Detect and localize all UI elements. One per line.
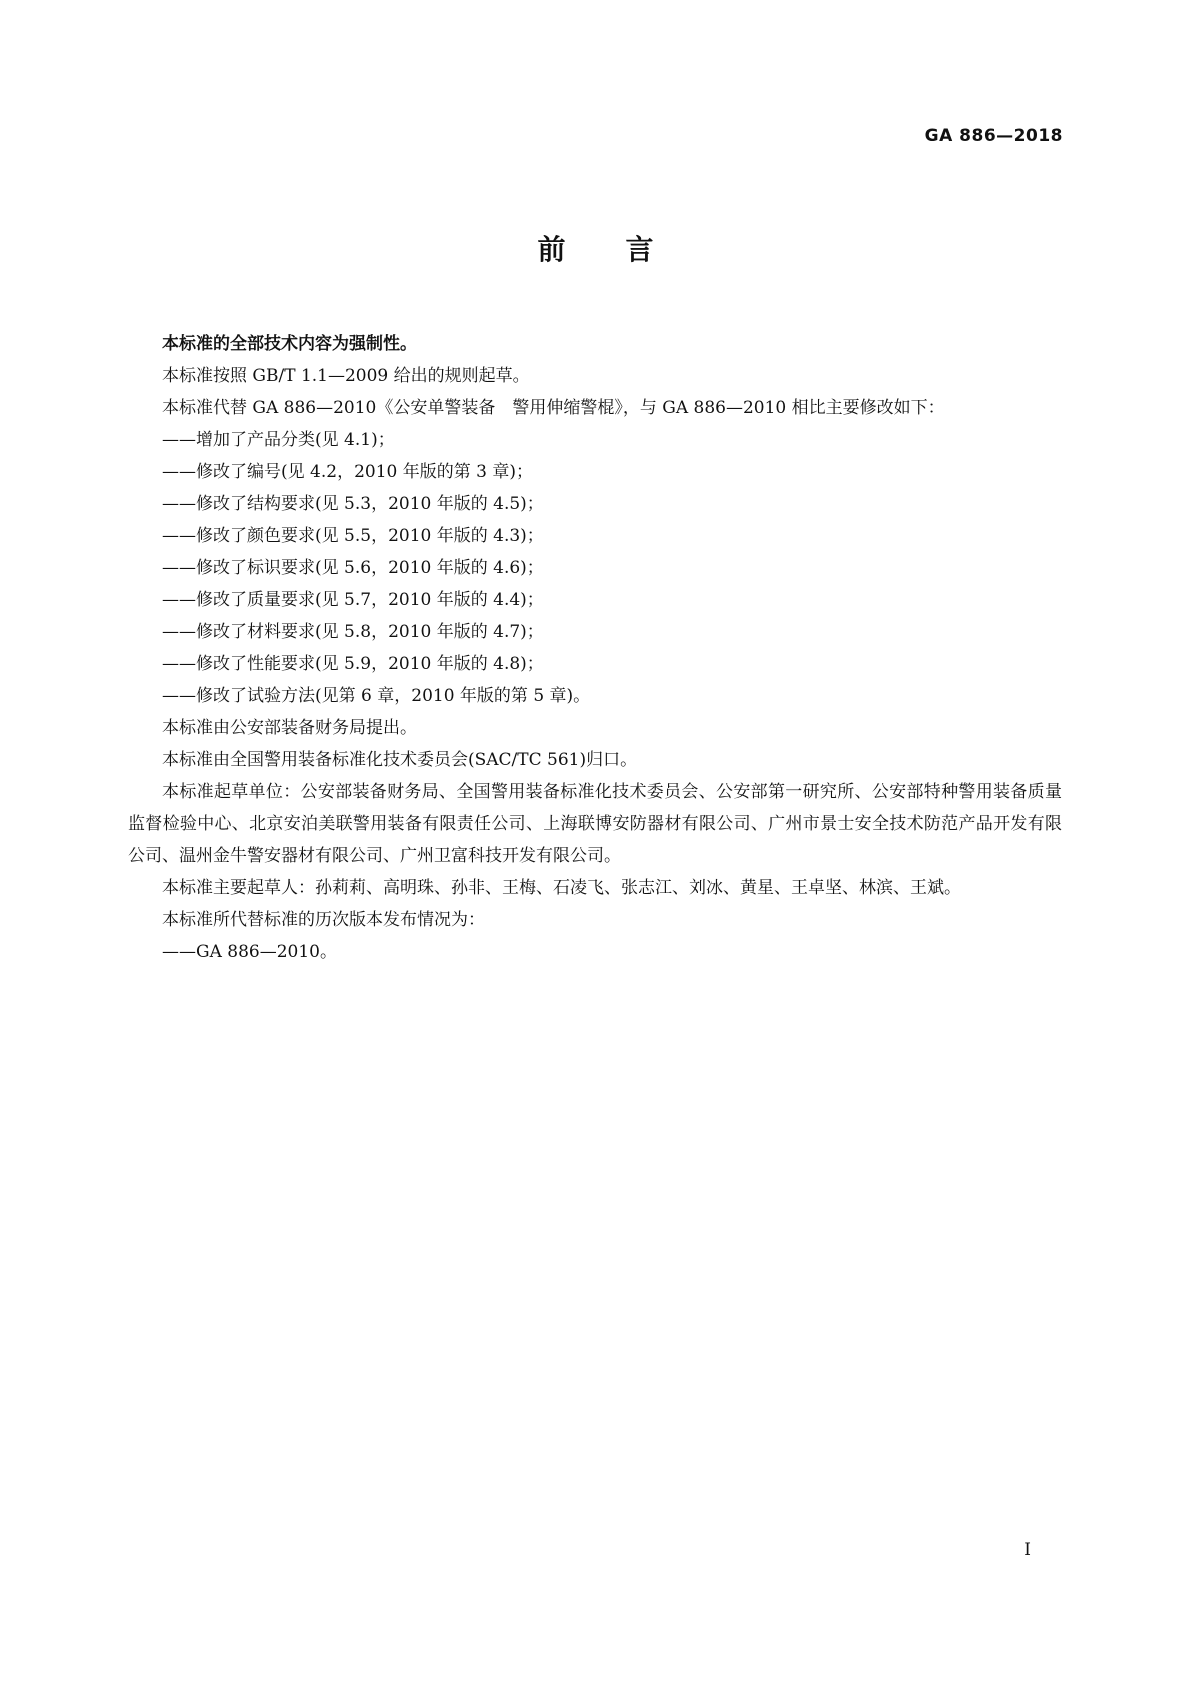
page-number: I	[1024, 1540, 1031, 1560]
mandatory-statement: 本标准的全部技术内容为强制性。	[162, 334, 417, 354]
change-item: ——增加了产品分类(见 4.1)；	[162, 430, 395, 450]
proposer-paragraph: 本标准由公安部装备财务局提出。	[162, 718, 417, 738]
change-item: ——修改了试验方法(见第 6 章，2010 年版的第 5 章)。	[162, 686, 591, 706]
change-item: ——修改了性能要求(见 5.9，2010 年版的 4.8)；	[162, 654, 544, 674]
replacement-paragraph: 本标准代替 GA 886—2010《公安单警装备 警用伸缩警棍》，与 GA 886—2010 相比主要修改如下：	[162, 398, 945, 418]
drafting-units-paragraph: 本标准起草单位：公安部装备财务局、全国警用装备标准化技术委员会、公安部第一研究所、公安部特种警用装备质量监督检验中心、北京安泊美联警用装备有限责任公司、上海联博安防器材有限公司、广州市景士安全技术防范产品开发有限公司、温州金牛警安器材有限公司、广州卫富科技开发有限公司。	[128, 782, 1062, 866]
jurisdiction-paragraph: 本标准由全国警用装备标准化技术委员会(SAC/TC 561)归口。	[162, 750, 638, 770]
drafters-paragraph: 本标准主要起草人：孙莉莉、高明珠、孙非、王梅、石凌飞、张志江、刘冰、黄星、王卓坚、林滨、王斌。	[162, 878, 961, 898]
foreword-body	[128, 328, 1062, 968]
change-item: ——修改了标识要求(见 5.6，2010 年版的 4.6)；	[162, 558, 544, 578]
history-item: ——GA 886—2010。	[162, 942, 337, 962]
drafting-rules-paragraph: 本标准按照 GB/T 1.1—2009 给出的规则起草。	[162, 366, 530, 386]
change-item: ——修改了结构要求(见 5.3，2010 年版的 4.5)；	[162, 494, 544, 514]
history-intro-paragraph: 本标准所代替标准的历次版本发布情况为：	[162, 910, 485, 930]
change-item: ——修改了材料要求(见 5.8，2010 年版的 4.7)；	[162, 622, 544, 642]
page-title: 前言	[537, 233, 714, 266]
standard-code: GA 886—2018	[924, 126, 1063, 146]
change-item: ——修改了编号(见 4.2，2010 年版的第 3 章)；	[162, 462, 533, 482]
change-item: ——修改了颜色要求(见 5.5，2010 年版的 4.3)；	[162, 526, 544, 546]
change-item: ——修改了质量要求(见 5.7，2010 年版的 4.4)；	[162, 590, 544, 610]
